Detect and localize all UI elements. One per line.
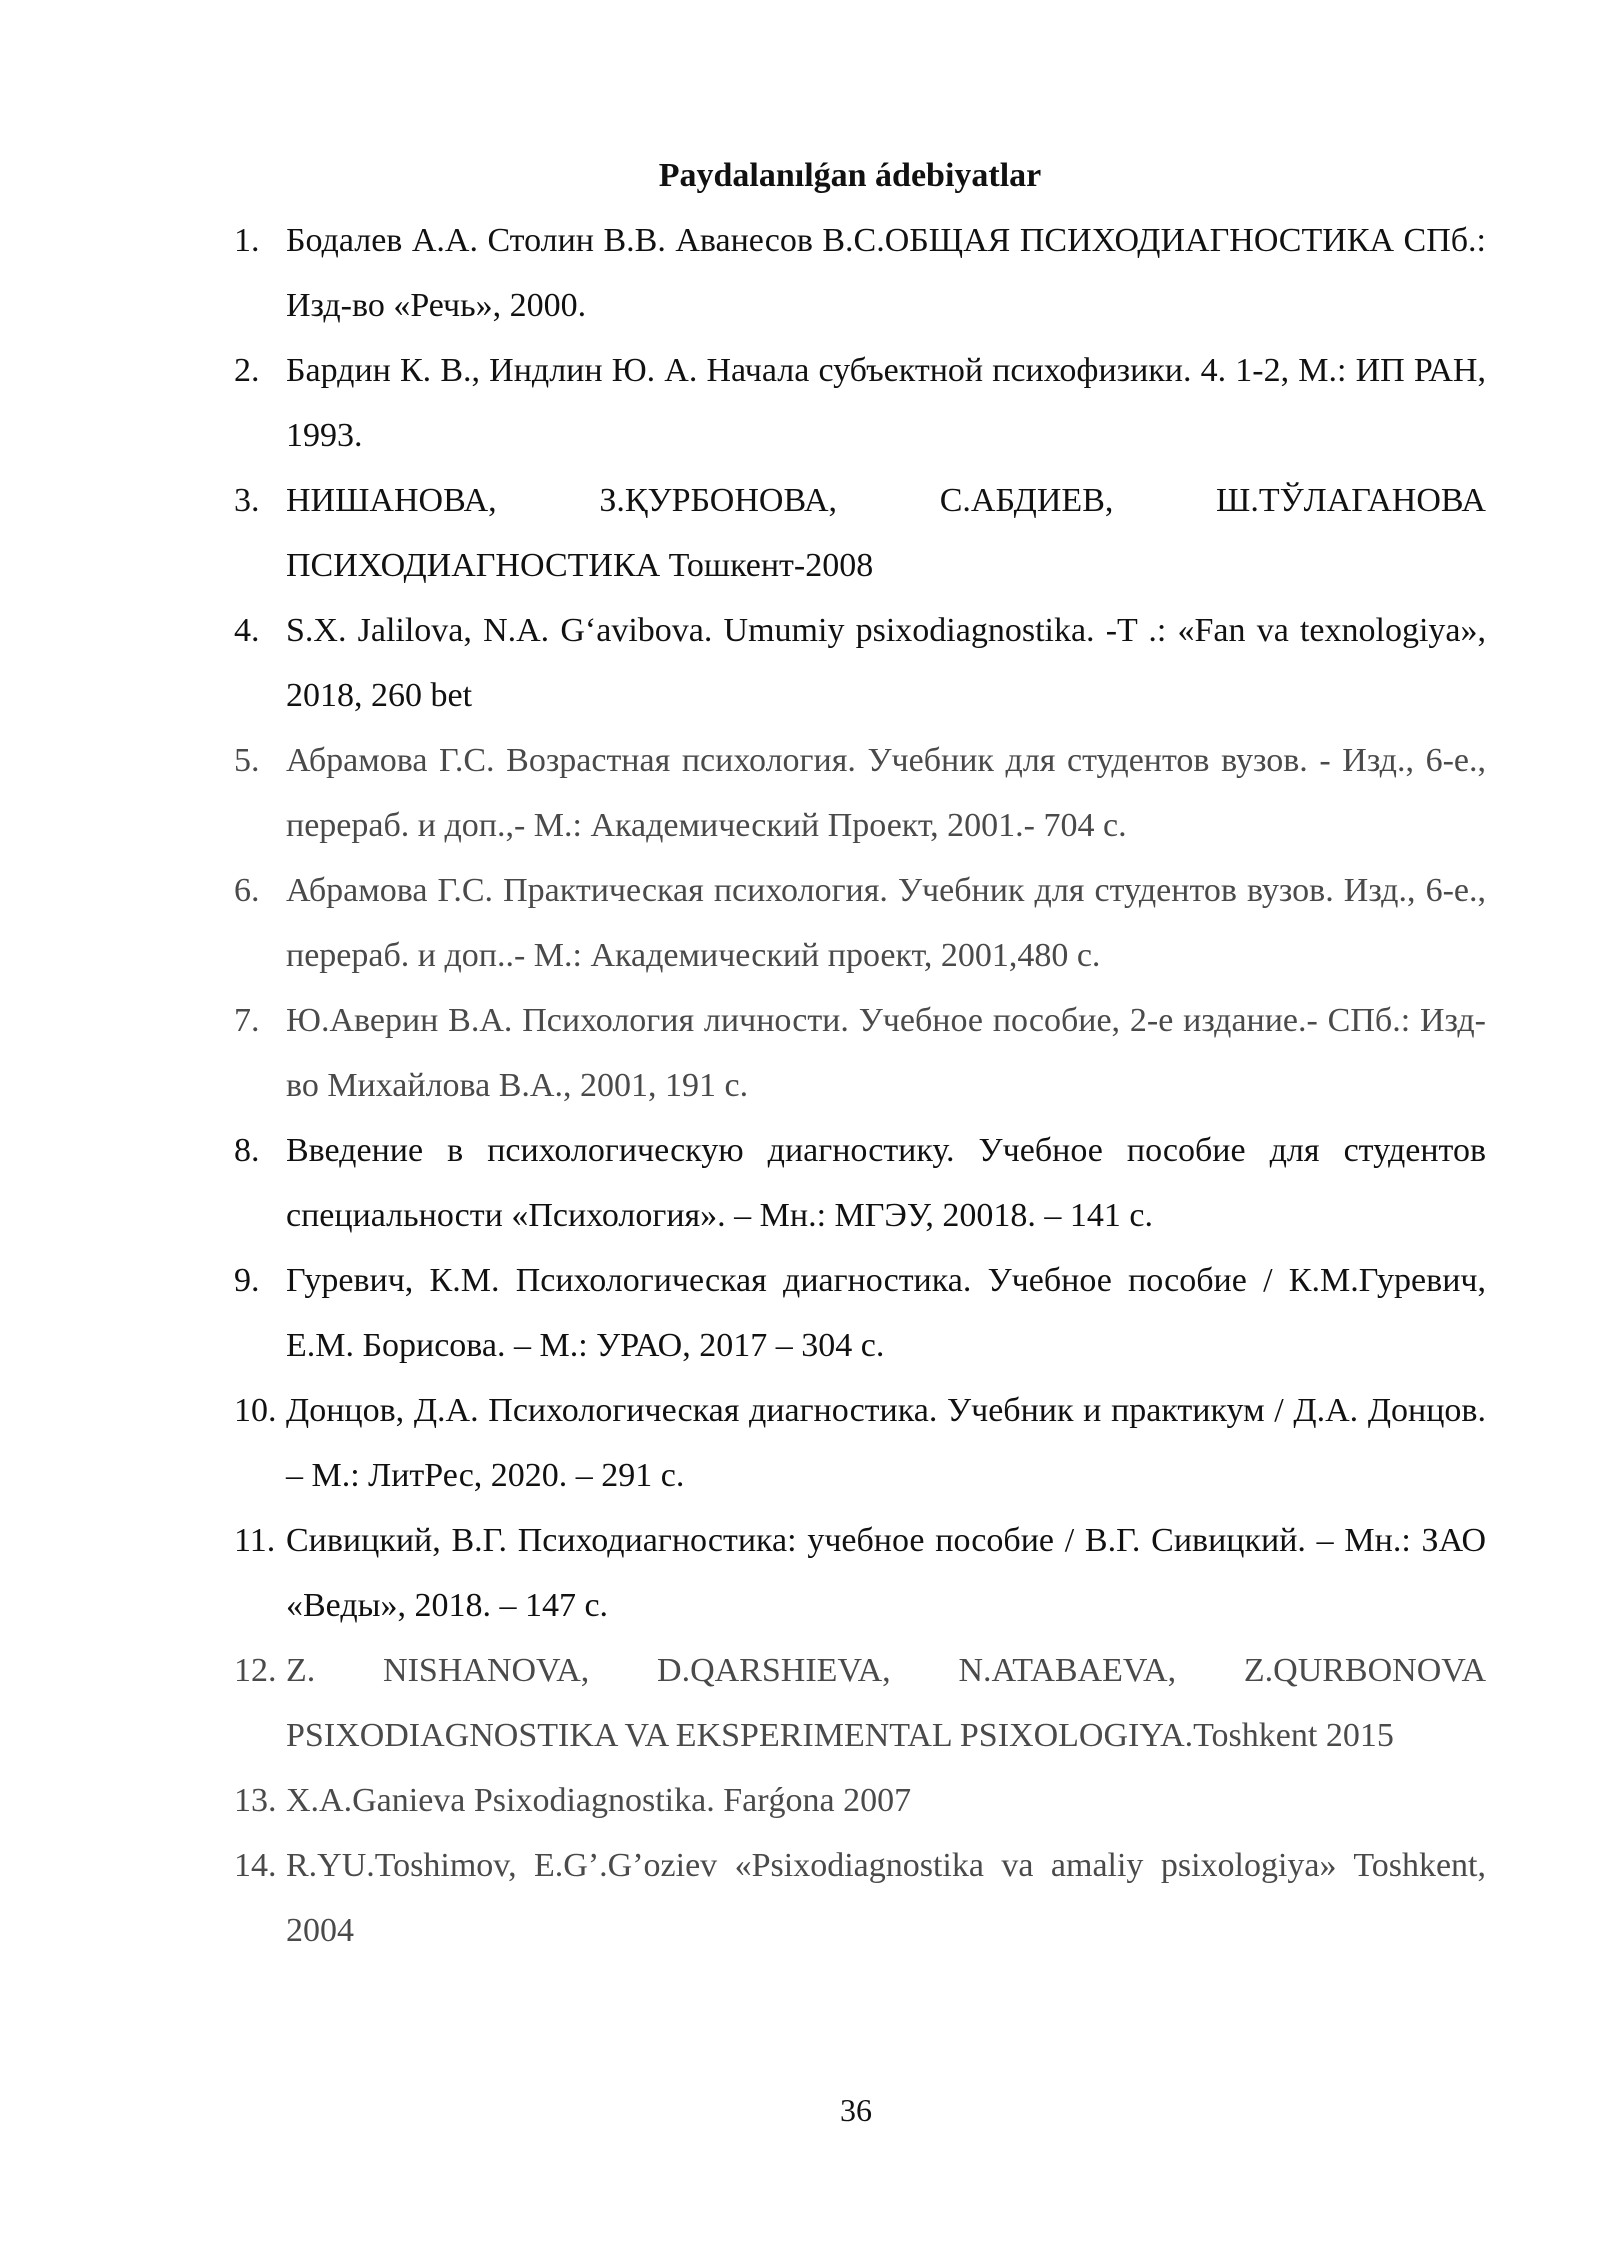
reference-item	[234, 598, 1486, 728]
reference-text: Введение в психологическую диагностику. Учебное пособие для студентов специальности «Психология». – Мн.: МГЭУ, 20018. – 141 с.	[286, 1132, 1486, 1234]
reference-text: Ю.Аверин В.А. Психология личности. Учебное пособие, 2-е издание.- СПб.: Изд-во Михайлова В.А., 2001, 191 с.	[286, 1002, 1486, 1104]
reference-item	[234, 728, 1486, 858]
reference-item	[234, 208, 1486, 338]
reference-item	[234, 1248, 1486, 1378]
reference-item	[234, 338, 1486, 468]
reference-number: 5.	[234, 742, 260, 779]
reference-number: 7.	[234, 1002, 260, 1039]
reference-item	[234, 1378, 1486, 1508]
reference-text: Абрамова Г.С. Возрастная психология. Учебник для студентов вузов. - Изд., 6-е., перераб. и доп.,- М.: Академический Проект, 2001.- 704 с.	[286, 742, 1486, 844]
reference-item	[234, 1118, 1486, 1248]
reference-number: 4.	[234, 612, 260, 649]
reference-text: Сивицкий, В.Г. Психодиагностика: учебное пособие / В.Г. Сивицкий. – Мн.: ЗАО «Веды», 2018. – 147 с.	[286, 1522, 1486, 1624]
reference-item	[234, 988, 1486, 1118]
reference-text: Бодалев А.А. Столин В.В. Аванесов В.С.ОБЩАЯ ПСИХОДИАГНОСТИКА СПб.: Изд-во «Речь», 2000.	[286, 222, 1486, 324]
reference-number: 9.	[234, 1262, 260, 1299]
reference-text: X.A.Ganieva Psixodiagnostika. Farǵona 2007	[286, 1782, 912, 1819]
reference-number: 12.	[234, 1652, 277, 1689]
reference-number: 1.	[234, 222, 260, 259]
reference-item	[234, 1638, 1486, 1768]
reference-item	[234, 1508, 1486, 1638]
reference-number: 2.	[234, 352, 260, 389]
reference-number: 13.	[234, 1782, 277, 1819]
reference-text: R.YU.Toshimov, E.G’.G’oziev «Psixodiagnostika va amaliy psixologiya» Toshkent, 2004	[286, 1847, 1486, 1949]
reference-number: 10.	[234, 1392, 277, 1429]
reference-text: Бардин К. В., Индлин Ю. А. Начала субъектной психофизики. 4. 1-2, М.: ИП РАН, 1993.	[286, 352, 1486, 454]
reference-item	[234, 1833, 1486, 1963]
reference-number: 8.	[234, 1132, 260, 1169]
reference-text: НИШАНОВА, З.ҚУРБОНОВА, С.АБДИЕВ, Ш.ТЎЛАГАНОВА ПСИХОДИАГНОСТИКА Тошкент-2008	[286, 482, 1486, 584]
reference-number: 3.	[234, 482, 260, 519]
reference-number: 14.	[234, 1847, 277, 1884]
reference-number: 11.	[234, 1522, 276, 1559]
reference-text: Гуревич, К.М. Психологическая диагностика. Учебное пособие / К.М.Гуревич, Е.М. Борисова. – М.: УРАО, 2017 – 304 с.	[286, 1262, 1486, 1364]
reference-text: Абрамова Г.С. Практическая психология. Учебник для студентов вузов. Изд., 6-е., перераб. и доп..- М.: Академический проект, 2001,480 с.	[286, 872, 1486, 974]
reference-item	[234, 1768, 1486, 1833]
reference-number: 6.	[234, 872, 260, 909]
page-title: Paydalanılǵan ádebiyatlar	[658, 157, 1042, 194]
reference-list	[234, 208, 1486, 1963]
reference-item	[234, 468, 1486, 598]
reference-text: Донцов, Д.А. Психологическая диагностика. Учебник и практикум / Д.А. Донцов. – М.: ЛитРес, 2020. – 291 с.	[286, 1392, 1486, 1494]
page-number: 36	[840, 2092, 872, 2128]
reference-text: S.X. Jalilova, N.A. G‘avibova. Umumiy psixodiagnostika. -T .: «Fan va texnologiya», 2018, 260 bet	[286, 612, 1486, 714]
reference-text: Z. NISHANOVA, D.QARSHIEVA, N.ATABAEVA, Z.QURBONOVA PSIXODIAGNOSTIKA VA EKSPERIMENTAL PSIXOLOGIYA.Toshkent 2015	[286, 1652, 1486, 1754]
reference-item	[234, 858, 1486, 988]
